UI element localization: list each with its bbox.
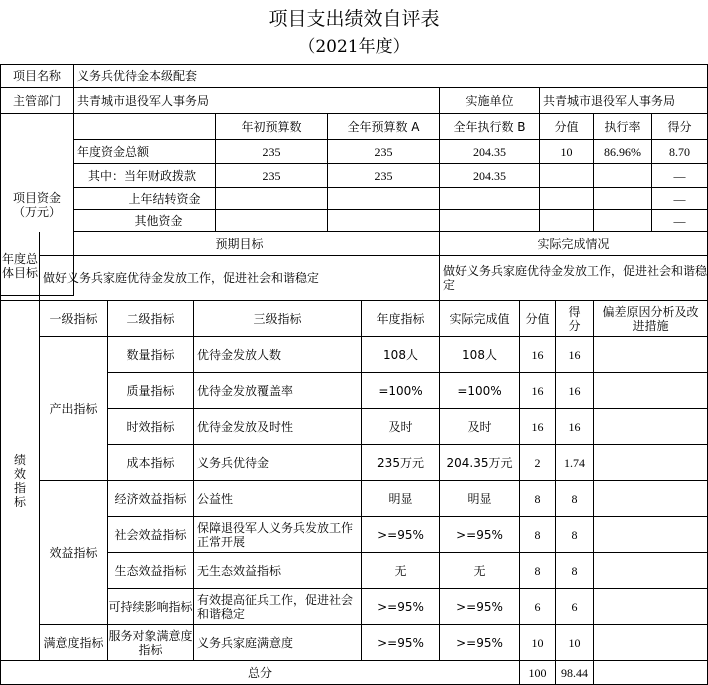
dept-value: 共青城市退役军人事务局 <box>74 88 440 114</box>
funds-row-executed: 204.35 <box>440 140 540 164</box>
project-name-label: 项目名称 <box>0 64 74 88</box>
ind-level2: 生态效益指标 <box>108 553 194 589</box>
ind-weight: 16 <box>520 337 556 373</box>
funds-header-score: 得分 <box>652 114 708 140</box>
goals-section-label: 年度总体目标 <box>0 232 40 301</box>
ind-weight: 10 <box>520 625 556 661</box>
ind-target: =100% <box>362 373 440 409</box>
ind-weight: 6 <box>520 589 556 625</box>
ind-header-target: 年度指标 <box>362 301 440 337</box>
self-evaluation-table <box>0 64 708 685</box>
ind-score: 16 <box>556 373 594 409</box>
ind-header-score: 得分 <box>556 301 594 337</box>
ind-score: 8 <box>556 481 594 517</box>
funds-row-label: 上年结转资金 <box>74 188 216 210</box>
funds-row-annual: 235 <box>328 164 440 188</box>
ind-header-level2: 二级指标 <box>108 301 194 337</box>
ind-deviation <box>594 553 708 589</box>
total-score: 98.44 <box>556 661 594 685</box>
funds-row-initial <box>216 210 328 232</box>
project-name-value: 义务兵优待金本级配套 <box>74 64 708 88</box>
ind-level2: 时效指标 <box>108 409 194 445</box>
ind-level2: 社会效益指标 <box>108 517 194 553</box>
ind-deviation <box>594 517 708 553</box>
ind-actual: 无 <box>440 553 520 589</box>
funds-row-rate <box>594 210 652 232</box>
ind-deviation <box>594 445 708 481</box>
funds-header-executed: 全年执行数 B <box>440 114 540 140</box>
funds-row-label: 其中：当年财政拨款 <box>74 164 216 188</box>
funds-row-executed <box>440 188 540 210</box>
goals-actual-header: 实际完成情况 <box>440 232 708 256</box>
ind-target: >=95% <box>362 517 440 553</box>
ind-target: 明显 <box>362 481 440 517</box>
goals-expected-header: 预期目标 <box>40 232 440 256</box>
ind-header-level3: 三级指标 <box>194 301 362 337</box>
funds-row-annual <box>328 210 440 232</box>
ind-level3: 优待金发放及时性 <box>194 409 362 445</box>
funds-header-blank <box>74 114 216 140</box>
total-label: 总分 <box>0 661 520 685</box>
funds-section-label: 项目资金（万元） <box>0 114 74 296</box>
funds-row-annual <box>328 188 440 210</box>
ind-level3: 优待金发放人数 <box>194 337 362 373</box>
total-deviation <box>594 661 708 685</box>
goals-expected-text: 做好义务兵家庭优待金发放工作，促进社会和谐稳定 <box>40 256 440 301</box>
ind-actual: >=95% <box>440 589 520 625</box>
ind-target: 及时 <box>362 409 440 445</box>
ind-actual: 204.35万元 <box>440 445 520 481</box>
funds-row-score: — <box>652 210 708 232</box>
indicators-section-label: 绩效指标 <box>0 301 40 661</box>
ind-score: 8 <box>556 517 594 553</box>
ind-score: 6 <box>556 589 594 625</box>
funds-row-rate <box>594 164 652 188</box>
dept-label: 主管部门 <box>0 88 74 114</box>
ind-actual: >=95% <box>440 517 520 553</box>
ind-actual: =100% <box>440 373 520 409</box>
total-weight: 100 <box>520 661 556 685</box>
funds-row-score: — <box>652 164 708 188</box>
ind-header-weight: 分值 <box>520 301 556 337</box>
ind-level3: 义务兵优待金 <box>194 445 362 481</box>
ind-actual: 108人 <box>440 337 520 373</box>
ind-score: 8 <box>556 553 594 589</box>
ind-deviation <box>594 337 708 373</box>
funds-row-initial: 235 <box>216 164 328 188</box>
ind-level3: 义务兵家庭满意度 <box>194 625 362 661</box>
ind-level3: 无生态效益指标 <box>194 553 362 589</box>
funds-row-score: 8.70 <box>652 140 708 164</box>
ind-weight: 8 <box>520 553 556 589</box>
funds-row-executed <box>440 210 540 232</box>
funds-row-initial: 235 <box>216 140 328 164</box>
funds-row-label: 年度资金总额 <box>74 140 216 164</box>
funds-row-weight <box>540 210 594 232</box>
funds-row-initial <box>216 188 328 210</box>
ind-level3: 优待金发放覆盖率 <box>194 373 362 409</box>
funds-row-score: — <box>652 188 708 210</box>
funds-row-executed: 204.35 <box>440 164 540 188</box>
ind-weight: 16 <box>520 373 556 409</box>
ind-weight: 8 <box>520 517 556 553</box>
ind-target: >=95% <box>362 625 440 661</box>
ind-level2: 成本指标 <box>108 445 194 481</box>
ind-target: 无 <box>362 553 440 589</box>
ind-level3: 有效提高征兵工作，促进社会和谐稳定 <box>194 589 362 625</box>
ind-level1-benefit: 效益指标 <box>40 481 108 625</box>
ind-weight: 16 <box>520 409 556 445</box>
ind-score: 16 <box>556 409 594 445</box>
ind-level2: 质量指标 <box>108 373 194 409</box>
ind-header-level1: 一级指标 <box>40 301 108 337</box>
ind-score: 1.74 <box>556 445 594 481</box>
year-subtitle: （2021年度） <box>298 37 410 57</box>
funds-row-weight <box>540 188 594 210</box>
impl-value: 共青城市退役军人事务局 <box>540 88 708 114</box>
ind-level3: 保障退役军人义务兵发放工作正常开展 <box>194 517 362 553</box>
funds-header-weight: 分值 <box>540 114 594 140</box>
ind-header-deviation: 偏差原因分析及改进措施 <box>594 301 708 337</box>
ind-target: 235万元 <box>362 445 440 481</box>
ind-deviation <box>594 373 708 409</box>
impl-label: 实施单位 <box>440 88 540 114</box>
page-title: 项目支出绩效自评表 <box>268 8 440 30</box>
ind-level1-output: 产出指标 <box>40 337 108 481</box>
funds-row-weight: 10 <box>540 140 594 164</box>
funds-row-annual: 235 <box>328 140 440 164</box>
funds-row-label: 其他资金 <box>74 210 216 232</box>
ind-deviation <box>594 625 708 661</box>
ind-header-actual: 实际完成值 <box>440 301 520 337</box>
ind-deviation <box>594 589 708 625</box>
funds-header-initial: 年初预算数 <box>216 114 328 140</box>
funds-header-annual: 全年预算数 A <box>328 114 440 140</box>
ind-level2: 可持续影响指标 <box>108 589 194 625</box>
funds-row-rate <box>594 188 652 210</box>
ind-actual: 明显 <box>440 481 520 517</box>
ind-level2: 服务对象满意度指标 <box>108 625 194 661</box>
ind-level3: 公益性 <box>194 481 362 517</box>
ind-deviation <box>594 481 708 517</box>
goals-actual-text: 做好义务兵家庭优待金发放工作，促进社会和谐稳定 <box>440 256 708 301</box>
ind-target: 108人 <box>362 337 440 373</box>
ind-score: 10 <box>556 625 594 661</box>
ind-level2: 经济效益指标 <box>108 481 194 517</box>
ind-level2: 数量指标 <box>108 337 194 373</box>
ind-deviation <box>594 409 708 445</box>
ind-actual: 及时 <box>440 409 520 445</box>
funds-row-weight <box>540 164 594 188</box>
ind-weight: 2 <box>520 445 556 481</box>
ind-level1-satisfaction: 满意度指标 <box>40 625 108 661</box>
ind-score: 16 <box>556 337 594 373</box>
ind-target: >=95% <box>362 589 440 625</box>
funds-row-rate: 86.96% <box>594 140 652 164</box>
funds-header-rate: 执行率 <box>594 114 652 140</box>
ind-actual: >=95% <box>440 625 520 661</box>
ind-weight: 8 <box>520 481 556 517</box>
